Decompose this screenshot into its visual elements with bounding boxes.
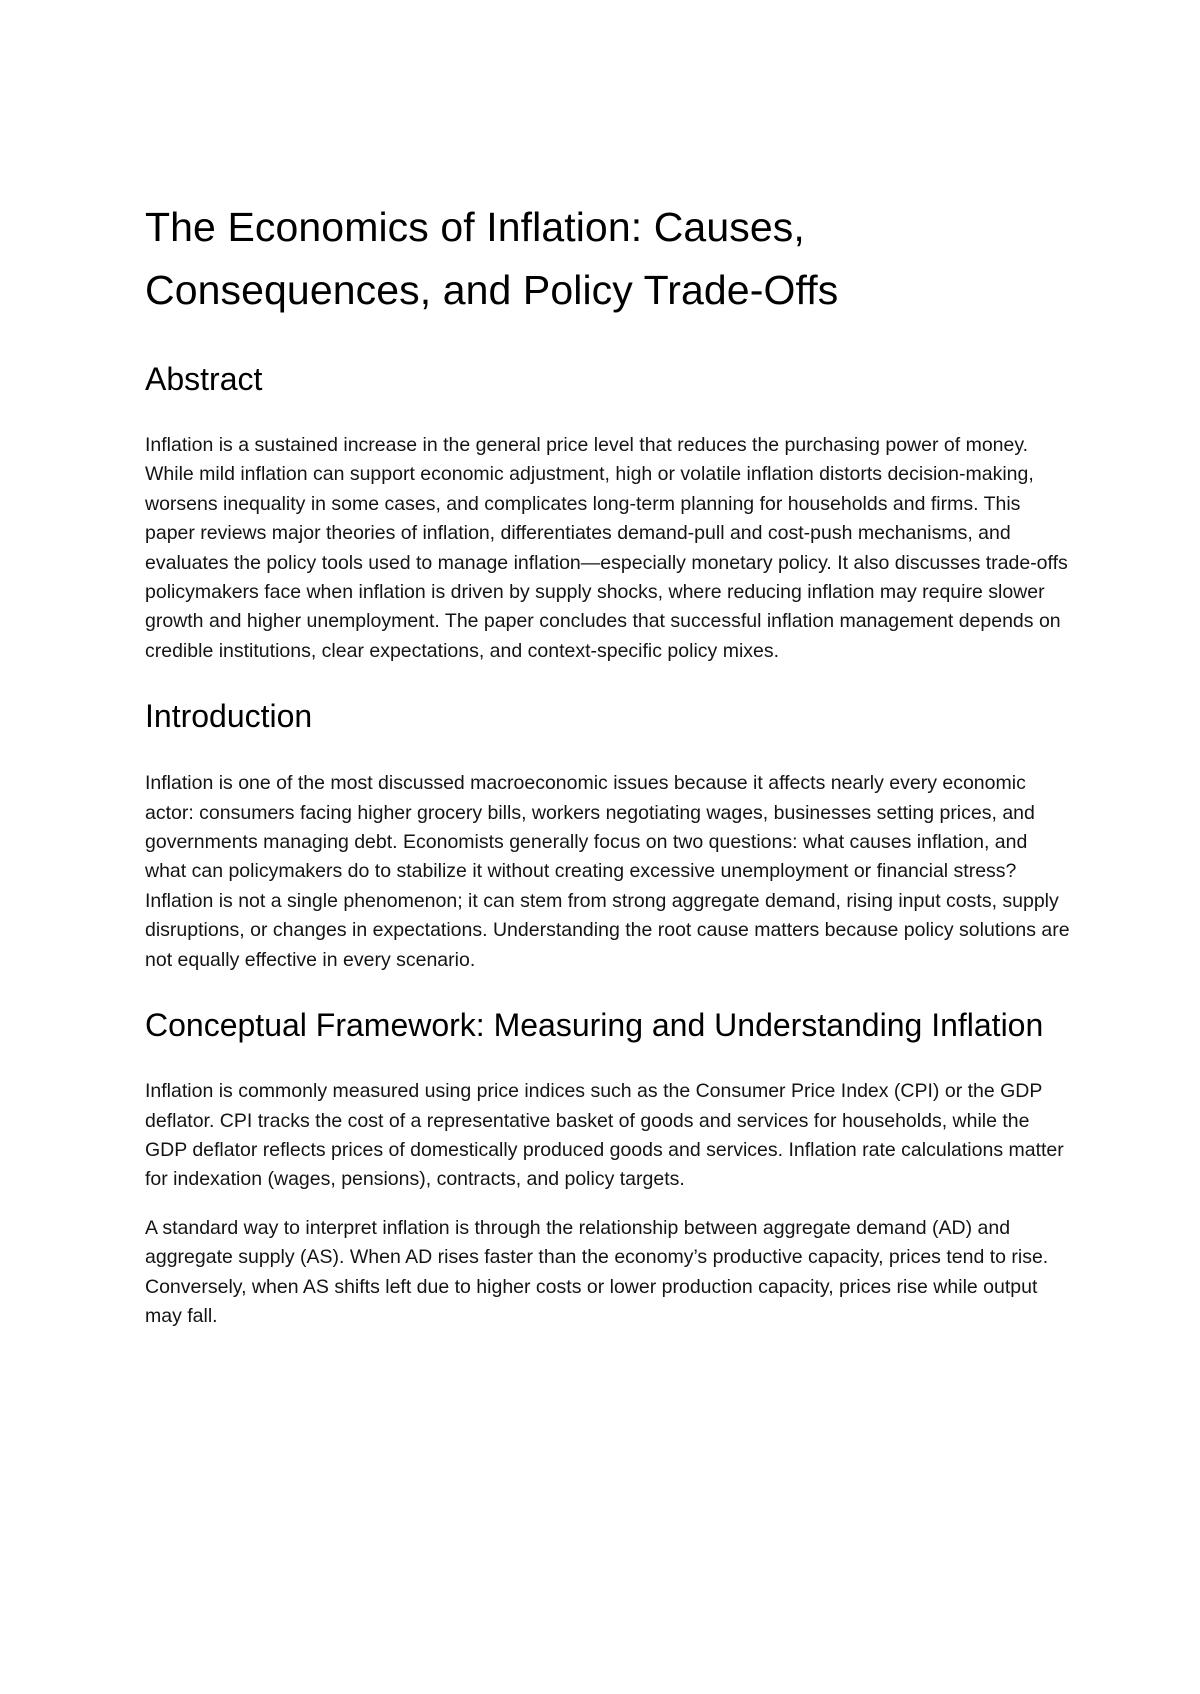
introduction-paragraph: Inflation is one of the most discussed macroeconomic issues because it affects nearly every economic actor: consumers facing higher grocery bills, workers negotiating wages, businesses setting prices, and governments managing debt. Economists generally focus on two questions: what causes inflation, and what can policymakers do to stabilize it without creating excessive unemployment or financial stress? Inflation is not a single phenomenon; it can stem from strong aggregate demand, rising input costs, supply disruptions, or changes in expectations. Understanding the root cause matters because policy solutions are not equally effective in every scenario. <box>145 772 1070 971</box>
abstract-paragraph: Inflation is a sustained increase in the general price level that reduces the purchasing power of money. While mild inflation can support economic adjustment, high or volatile inflation distorts decision-making, worsens inequality in some cases, and complicates long-term planning for households and firms. This paper reviews major theories of inflation, differentiates demand-pull and cost-push mechanisms, and evaluates the policy tools used to manage inflation—especially monetary policy. It also discusses trade-offs policymakers face when inflation is driven by supply shocks, where reducing inflation may require slower growth and higher unemployment. The paper concludes that successful inflation management depends on credible institutions, clear expectations, and context-specific policy mixes. <box>145 434 1068 662</box>
document-title: The Economics of Inflation: Causes, Consequences, and Policy Trade-Offs <box>145 204 839 313</box>
section-heading-introduction: Introduction <box>145 698 313 735</box>
document-page <box>145 196 1070 1331</box>
framework-paragraph-measurement: Inflation is commonly measured using price indices such as the Consumer Price Index (CPI) or the GDP deflator. CPI tracks the cost of a representative basket of goods and services for households, while the GDP deflator reflects prices of domestically produced goods and services. Inflation rate calculations matter for indexation (wages, pensions), contracts, and policy targets. <box>145 1080 1064 1191</box>
section-heading-conceptual-framework: Conceptual Framework: Measuring and Understanding Inflation <box>145 1007 1044 1044</box>
framework-paragraph-ad-as: A standard way to interpret inflation is through the relationship between aggregate demand (AD) and aggregate supply (AS). When AD rises faster than the economy’s productive capacity, prices tend to rise. Conversely, when AS shifts left due to higher costs or lower production capacity, prices rise while output may fall. <box>145 1216 1049 1327</box>
section-heading-abstract: Abstract <box>145 361 263 397</box>
